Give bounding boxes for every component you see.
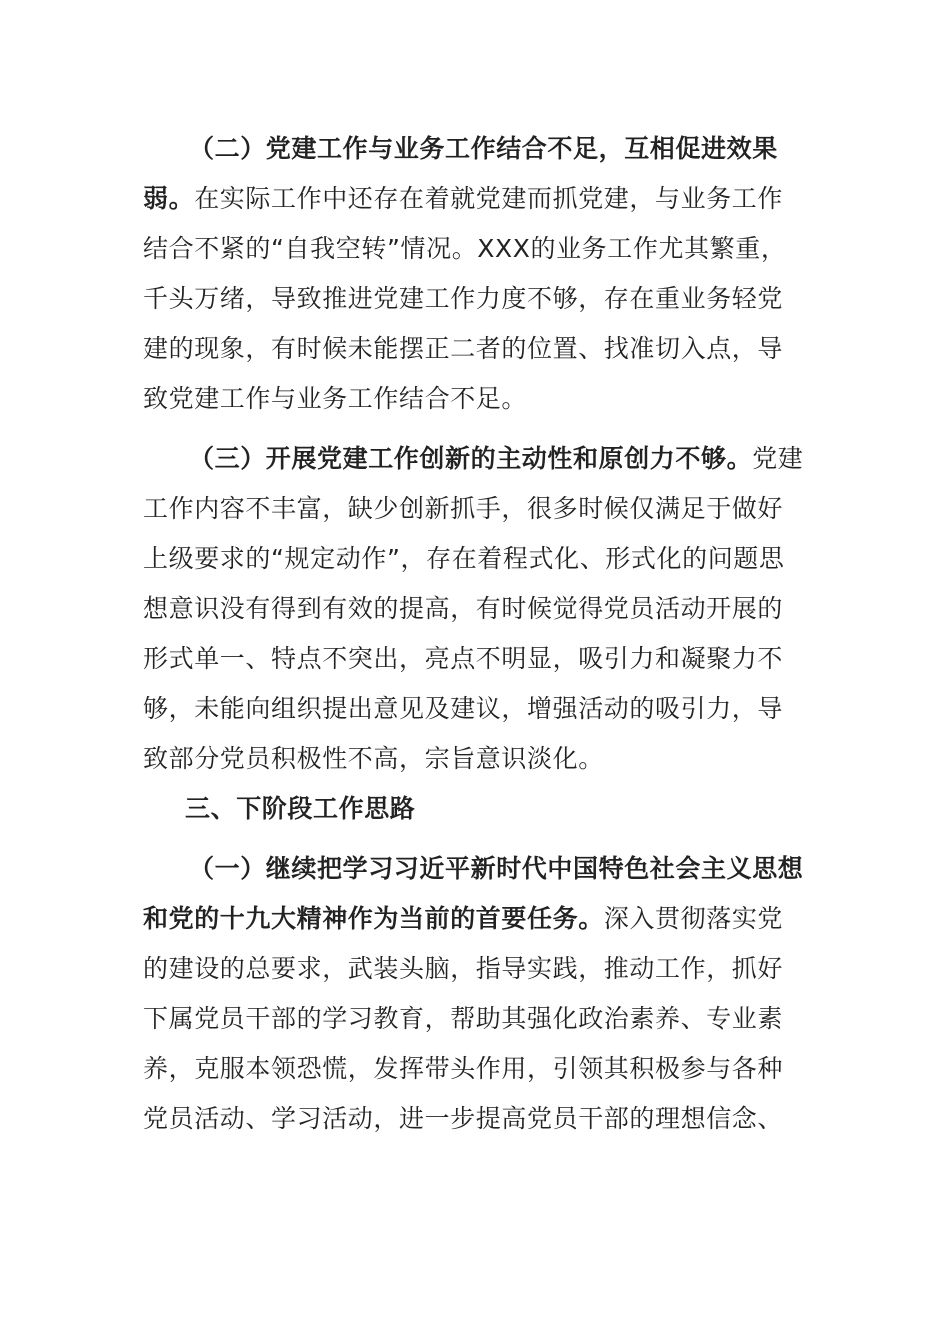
paragraph-innovation-initiative xyxy=(143,434,808,784)
paragraph-text: 在实际工作中还存在着就党建而抓党建，与业务工作结合不紧的“自我空转”情况。XXX的业务工作尤其繁重，千头万绪，导致推进党建工作力度不够，存在重业务轻党建的现象，有时候未能摆正二者的位置、找准切入点，导致党建工作与业务工作结合不足。 xyxy=(143,184,787,413)
section-heading: 三、下阶段工作思路 xyxy=(185,794,416,823)
paragraph-text: 深入贯彻落实党的建设的总要求，武装头脑，指导实践，推动工作，抓好下属党员干部的学习教育，帮助其强化政治素养、专业素养，克服本领恐慌，发挥带头作用，引领其积极参与各种党员活动、学习活动，进一步提高党员干部的理想信念、 xyxy=(143,904,784,1133)
paragraph-heading: （一）继续把学习习近平新时代中国特色社会主义思想和党的十九大精神作为当前的首要任务。 xyxy=(143,854,804,933)
paragraph-heading: （三）开展党建工作创新的主动性和原创力不够。 xyxy=(189,444,753,473)
document-body xyxy=(143,124,808,1144)
paragraph-party-business-integration xyxy=(143,124,808,424)
paragraph-text: 党建工作内容不丰富，缺少创新抓手，很多时候仅满足于做好上级要求的“规定动作”，存在着程式化、形式化的问题思想意识没有得到有效的提高，有时候觉得党员活动开展的形式单一、特点不突出，亮点不明显，吸引力和凝聚力不够，未能向组织提出意见及建议，增强活动的吸引力，导致部分党员积极性不高，宗旨意识淡化。 xyxy=(143,444,804,773)
paragraph-study-priority xyxy=(143,844,808,1144)
paragraph-heading: （二）党建工作与业务工作结合不足，互相促进效果弱。 xyxy=(143,134,778,213)
